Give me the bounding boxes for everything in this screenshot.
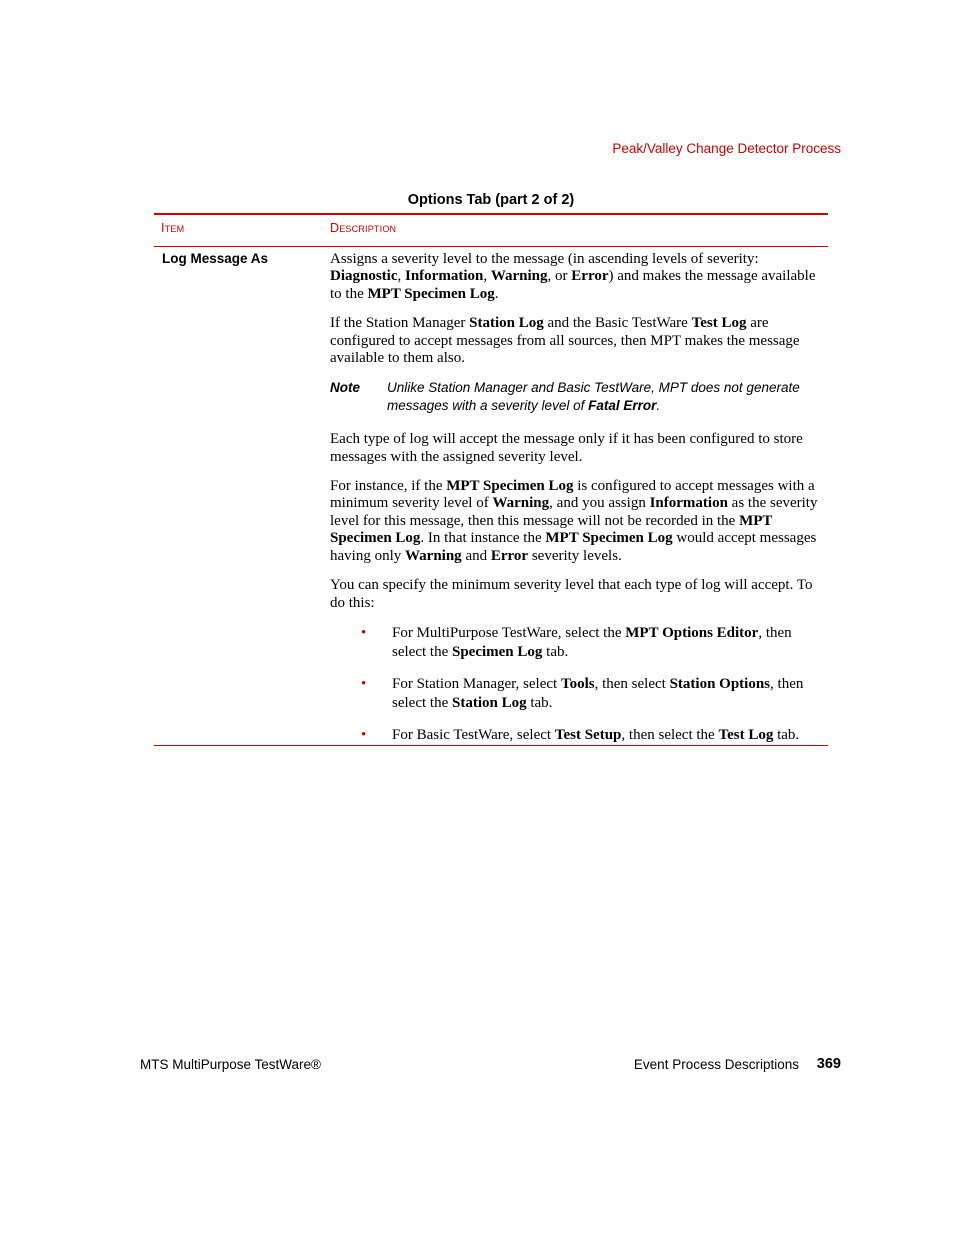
text: For instance, if the xyxy=(330,478,447,495)
text: would accept messages having only xyxy=(330,530,817,564)
bullet-icon: • xyxy=(361,726,367,743)
text: and xyxy=(461,547,491,564)
term: Test Setup xyxy=(554,726,622,743)
column-header-item: Item xyxy=(161,221,185,235)
term: Tools xyxy=(560,675,595,692)
term: Information xyxy=(405,268,484,285)
list-item xyxy=(330,675,822,713)
term: Test Log xyxy=(718,726,774,743)
note-block xyxy=(330,379,822,414)
description-paragraph: Each type of log will accept the message only if it has been configured to store messages with the assigned severity level. xyxy=(330,431,803,465)
term: Warning xyxy=(492,495,550,512)
row-description xyxy=(330,251,822,758)
text: . In that instance the xyxy=(420,530,546,547)
text: . xyxy=(656,397,661,413)
term: MPT Specimen Log xyxy=(545,530,673,547)
row-item-label: Log Message As xyxy=(162,251,269,266)
text: tab. xyxy=(542,643,569,660)
text: , then select the xyxy=(392,675,804,711)
table-bottom-rule xyxy=(154,745,828,746)
term: Station Log xyxy=(451,694,527,711)
instruction-list xyxy=(330,624,822,745)
text: tab. xyxy=(526,694,553,711)
term: MPT Specimen Log xyxy=(367,285,495,302)
description-paragraph: You can specify the minimum severity level that each type of log will accept. To do this: xyxy=(330,577,813,611)
text: and the Basic TestWare xyxy=(543,315,692,332)
list-item xyxy=(330,624,822,662)
description-paragraph xyxy=(330,251,822,303)
term: Station Log xyxy=(469,315,544,332)
footer-chapter-name: Event Process Descriptions xyxy=(633,1057,799,1072)
text: is configured to accept messages with a minimum severity level of xyxy=(330,478,815,512)
term: MPT Options Editor xyxy=(625,624,759,641)
text: , then select the xyxy=(621,726,719,743)
text: , and you assign xyxy=(549,495,650,512)
note-label: Note xyxy=(330,380,360,396)
term: Diagnostic xyxy=(330,268,398,285)
header-rule xyxy=(154,246,828,247)
bullet-icon: • xyxy=(361,675,367,692)
table-title: Options Tab (part 2 of 2) xyxy=(407,192,575,208)
text: Assigns a severity level to the message (in ascending levels of severity: xyxy=(330,251,759,267)
term: Error xyxy=(490,547,529,564)
term: Warning xyxy=(405,547,462,564)
term: Information xyxy=(649,495,728,512)
text: severity levels. xyxy=(528,547,622,564)
list-item xyxy=(330,726,822,745)
footer-product-name: MTS MultiPurpose TestWare® xyxy=(140,1057,321,1072)
page-number: 369 xyxy=(816,1056,841,1072)
description-paragraph xyxy=(330,478,822,565)
text: tab. xyxy=(773,726,800,743)
text: . xyxy=(494,285,499,302)
text: Unlike Station Manager and Basic TestWare, MPT does not generate messages with a severity level of xyxy=(387,380,800,413)
term: Fatal Error xyxy=(588,397,657,413)
column-header-description: Description xyxy=(330,221,397,235)
text: , then select the xyxy=(392,624,792,660)
text: as the severity level for this message, then this message will not be recorded in the xyxy=(330,495,818,529)
text: If the Station Manager xyxy=(330,315,470,332)
text: For MultiPurpose TestWare, select the xyxy=(392,624,626,641)
term: Error xyxy=(571,268,609,285)
text: , xyxy=(397,268,405,285)
description-paragraph xyxy=(330,315,822,367)
note-text xyxy=(387,379,822,414)
text: , xyxy=(483,268,491,285)
text: are configured to accept messages from all sources, then MPT makes the message available to them also. xyxy=(330,315,800,367)
term: MPT Specimen Log xyxy=(446,478,574,495)
running-header: Peak/Valley Change Detector Process xyxy=(612,141,841,156)
text: , then select xyxy=(594,675,670,692)
term: Station Options xyxy=(669,675,771,692)
text: For Station Manager, select xyxy=(392,675,561,692)
text: ) and makes the message available to the xyxy=(330,268,816,302)
text: , or xyxy=(547,268,572,285)
term: Warning xyxy=(490,268,548,285)
term: Specimen Log xyxy=(451,643,543,660)
bullet-icon: • xyxy=(361,624,367,641)
table-top-rule xyxy=(154,213,828,215)
text: For Basic TestWare, select xyxy=(392,726,555,743)
term: MPT Specimen Log xyxy=(330,512,773,547)
term: Test Log xyxy=(691,315,747,332)
